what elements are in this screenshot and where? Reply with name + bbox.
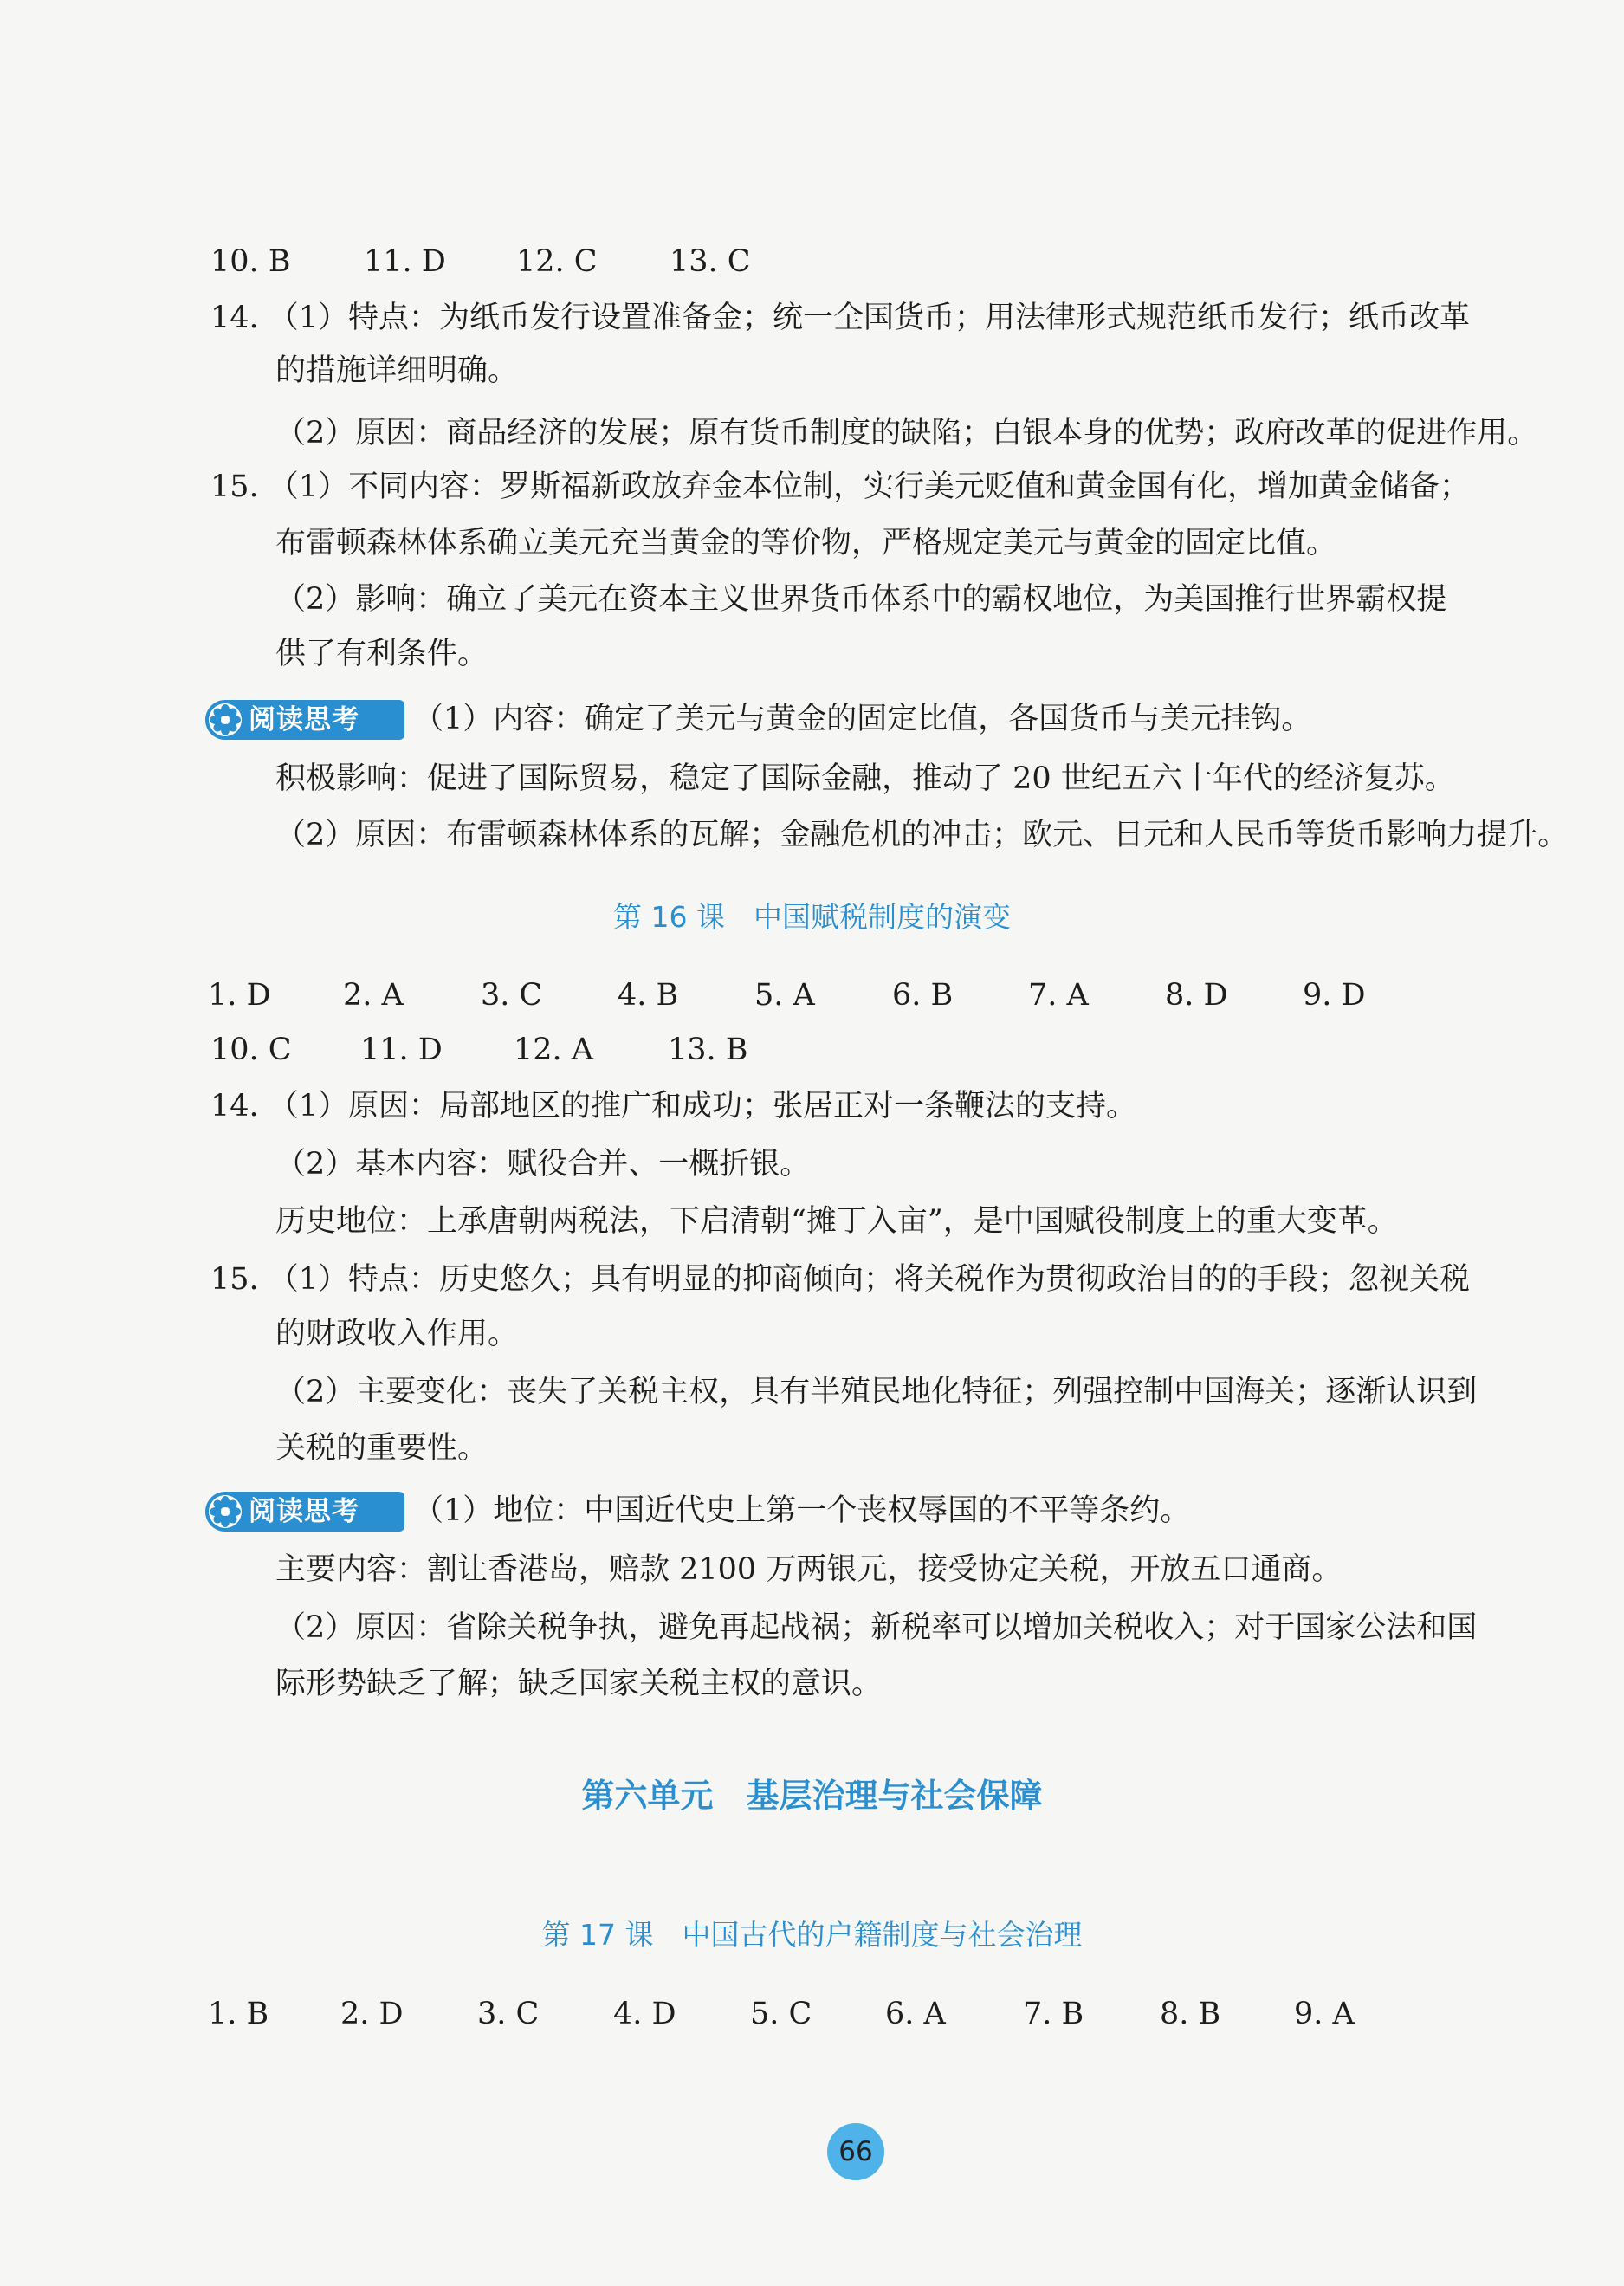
mc-answer: 10. B	[210, 244, 291, 279]
reading-think-badge	[205, 1492, 404, 1532]
answer-text: （1）地位：中国近代史上第一个丧权辱国的不平等条约。	[413, 1493, 1191, 1528]
answer-text: 供了有利条件。	[275, 637, 488, 671]
unit-6-title: 第六单元 基层治理与社会保障	[581, 1777, 1043, 1815]
answer-text: 积极影响：促进了国际贸易，稳定了国际金融，推动了 20 世纪五六十年代的经济复苏。	[275, 761, 1455, 796]
reading-think-badge	[205, 700, 404, 740]
answer-text: （2）原因：商品经济的发展；原有货币制度的缺陷；白银本身的优势；政府改革的促进作用。	[275, 416, 1538, 450]
page-number-badge	[827, 2123, 884, 2180]
answer-text: 14. （1）特点：为纸币发行设置准备金；统一全国货币；用法律形式规范纸币发行；纸币改革	[210, 301, 1471, 335]
answer-text: 历史地位：上承唐朝两税法，下启清朝“摊丁入亩”，是中国赋役制度上的重大变革。	[275, 1204, 1398, 1239]
mc-answer: 12. A	[514, 1033, 594, 1067]
answer-text: 14. （1）原因：局部地区的推广和成功；张居正对一条鞭法的支持。	[210, 1089, 1137, 1124]
mc-answer: 6. A	[885, 1997, 946, 2031]
answer-text: （2）原因：布雷顿森林体系的瓦解；金融危机的冲击；欧元、日元和人民币等货币影响力提升。	[275, 818, 1569, 852]
mc-answer: 3. C	[481, 978, 543, 1013]
mc-answer-row	[0, 1031, 1624, 1069]
answer-text: 的措施详细明确。	[275, 353, 519, 388]
mc-answer: 11. D	[360, 1033, 443, 1067]
mc-answer: 7. B	[1023, 1997, 1084, 2031]
answer-text: （2）原因：省除关税争执，避免再起战祸；新税率可以增加关税收入；对于国家公法和国	[275, 1610, 1478, 1645]
answer-text: 15. （1）特点：历史悠久；具有明显的抑商倾向；将关税作为贯彻政治目的的手段；忽视关税	[210, 1262, 1471, 1297]
answer-text: 关税的重要性。	[275, 1431, 488, 1466]
mc-answer: 5. C	[750, 1997, 812, 2031]
mc-answer: 8. D	[1165, 978, 1228, 1013]
mc-answer: 9. A	[1294, 1997, 1355, 2031]
mc-answer: 4. D	[613, 1997, 676, 2031]
mc-answer: 13. B	[668, 1033, 748, 1067]
mc-answer: 9. D	[1303, 978, 1366, 1013]
mc-answer: 2. A	[343, 978, 404, 1013]
mc-answer: 12. C	[516, 244, 598, 279]
mc-answer: 7. A	[1028, 978, 1089, 1013]
mc-answer-row	[0, 243, 1624, 281]
flower-icon	[208, 1494, 243, 1529]
mc-answer: 5. A	[754, 978, 815, 1013]
mc-answer-row	[0, 1995, 1624, 2033]
answer-text: （2）主要变化：丧失了关税主权，具有半殖民地化特征；列强控制中国海关；逐渐认识到	[275, 1375, 1478, 1409]
mc-answer: 4. B	[618, 978, 679, 1013]
mc-answer: 3. C	[477, 1997, 540, 2031]
answer-text: 际形势缺乏了解；缺乏国家关税主权的意识。	[275, 1667, 883, 1701]
lesson-17-title: 第 17 课 中国古代的户籍制度与社会治理	[541, 1918, 1083, 1952]
answer-text: 主要内容：割让香港岛，赔款 2100 万两银元，接受协定关税，开放五口通商。	[275, 1552, 1343, 1587]
mc-answer: 1. B	[208, 1997, 269, 2031]
mc-answer: 8. B	[1160, 1997, 1221, 2031]
mc-answer: 13. C	[670, 244, 751, 279]
answer-text: 布雷顿森林体系确立美元充当黄金的等价物，严格规定美元与黄金的固定比值。	[275, 526, 1337, 560]
answer-text: 15. （1）不同内容：罗斯福新政放弃金本位制，实行美元贬值和黄金国有化，增加黄金储备；	[210, 470, 1471, 504]
answer-text: （2）影响：确立了美元在资本主义世界货币体系中的霸权地位，为美国推行世界霸权提	[275, 582, 1447, 617]
page-number: 66	[838, 2136, 873, 2167]
mc-answer: 1. D	[208, 978, 271, 1013]
mc-answer: 6. B	[892, 978, 954, 1013]
answer-text: （1）内容：确定了美元与黄金的固定比值，各国货币与美元挂钩。	[413, 702, 1312, 736]
flower-icon	[208, 703, 243, 737]
answer-text: （2）基本内容：赋役合并、一概折银。	[275, 1147, 811, 1182]
mc-answer-row	[0, 976, 1624, 1014]
answer-text: 的财政收入作用。	[275, 1317, 519, 1351]
badge-label: 阅读思考	[249, 704, 359, 735]
mc-answer: 11. D	[364, 244, 446, 279]
mc-answer: 2. D	[340, 1997, 404, 2031]
mc-answer: 10. C	[210, 1033, 292, 1067]
badge-label: 阅读思考	[249, 1496, 359, 1527]
lesson-16-title: 第 16 课 中国赋税制度的演变	[613, 900, 1011, 934]
